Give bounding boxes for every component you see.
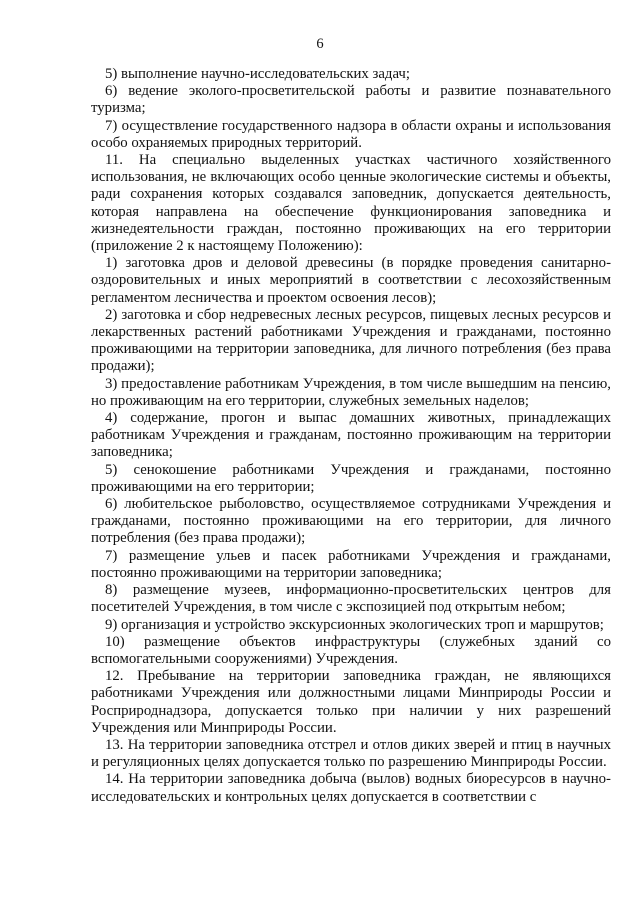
paragraph: 8) размещение музеев, информационно-просветительских центров для посетителей Учреждения, в том числе с экспозицией под открытым небом;: [91, 582, 611, 616]
paragraph: 13. На территории заповедника отстрел и отлов диких зверей и птиц в научных и регуляционных целях допускается только по разрешению Минприроды России.: [91, 736, 611, 771]
paragraph: 10) размещение объектов инфраструктуры (служебных зданий со вспомогательными сооружениями) Учреждения.: [91, 633, 611, 667]
paragraph: 5) выполнение научно-исследовательских задач;: [105, 66, 410, 82]
paragraph: 14. На территории заповедника добыча (вылов) водных биоресурсов в научно-исследовательских и контрольных целях допускается в соответствии с: [91, 771, 611, 805]
paragraph: 6) любительское рыболовство, осуществляемое сотрудниками Учреждения и гражданами, постоянно проживающими на его территории, для личного потребления (без права продажи);: [91, 496, 611, 547]
paragraph: 3) предоставление работникам Учреждения, в том числе вышедшим на пенсию, но проживающим на его территории, служебных земельных наделов;: [91, 375, 611, 409]
document-body: [91, 66, 611, 806]
paragraph: 11. На специально выделенных участках частичного хозяйственного использования, не включающих особо ценные экологические системы и объекты, ради сохранения которых создавался заповедник, допускается деятельность, которая направлена на обеспечение функционирования заповедника и жизнедеятельности граждан, постоянно проживающих на его территории (приложение 2 к настоящему Положению):: [91, 152, 611, 255]
paragraph: 12. Пребывание на территории заповедника граждан, не являющихся работниками Учреждения или должностными лицами Минприроды России и Росприроднадзора, допускается только при наличии у них разрешений Учреждения или Минприроды России.: [91, 668, 611, 736]
paragraph: 2) заготовка и сбор недревесных лесных ресурсов, пищевых лесных ресурсов и лекарственных растений работниками Учреждения и гражданами, постоянно проживающими на территории заповедника, для личного потребления (без права продажи);: [91, 306, 611, 375]
paragraph: 7) осуществление государственного надзора в области охраны и использования особо охраняемых природных территорий.: [91, 117, 611, 151]
paragraph: 1) заготовка дров и деловой древесины (в порядке проведения санитарно-оздоровительных и иных мероприятий в соответствии с лесохозяйственным регламентом лесничества и проектом освоения лесов);: [91, 255, 611, 306]
paragraph: 5) сенокошение работниками Учреждения и гражданами, постоянно проживающими на его территории;: [91, 461, 611, 495]
page-number: 6: [316, 36, 324, 52]
paragraph: 9) организация и устройство экскурсионных экологических троп и маршрутов;: [105, 616, 604, 633]
paragraph: 6) ведение эколого-просветительской работы и развитие познавательного туризма;: [91, 83, 611, 117]
paragraph: 7) размещение ульев и пасек работниками Учреждения и гражданами, постоянно проживающими на территории заповедника;: [91, 547, 611, 581]
paragraph: 4) содержание, прогон и выпас домашних животных, принадлежащих работникам Учреждения и гражданам, постоянно проживающим на территории заповедника;: [91, 410, 611, 461]
